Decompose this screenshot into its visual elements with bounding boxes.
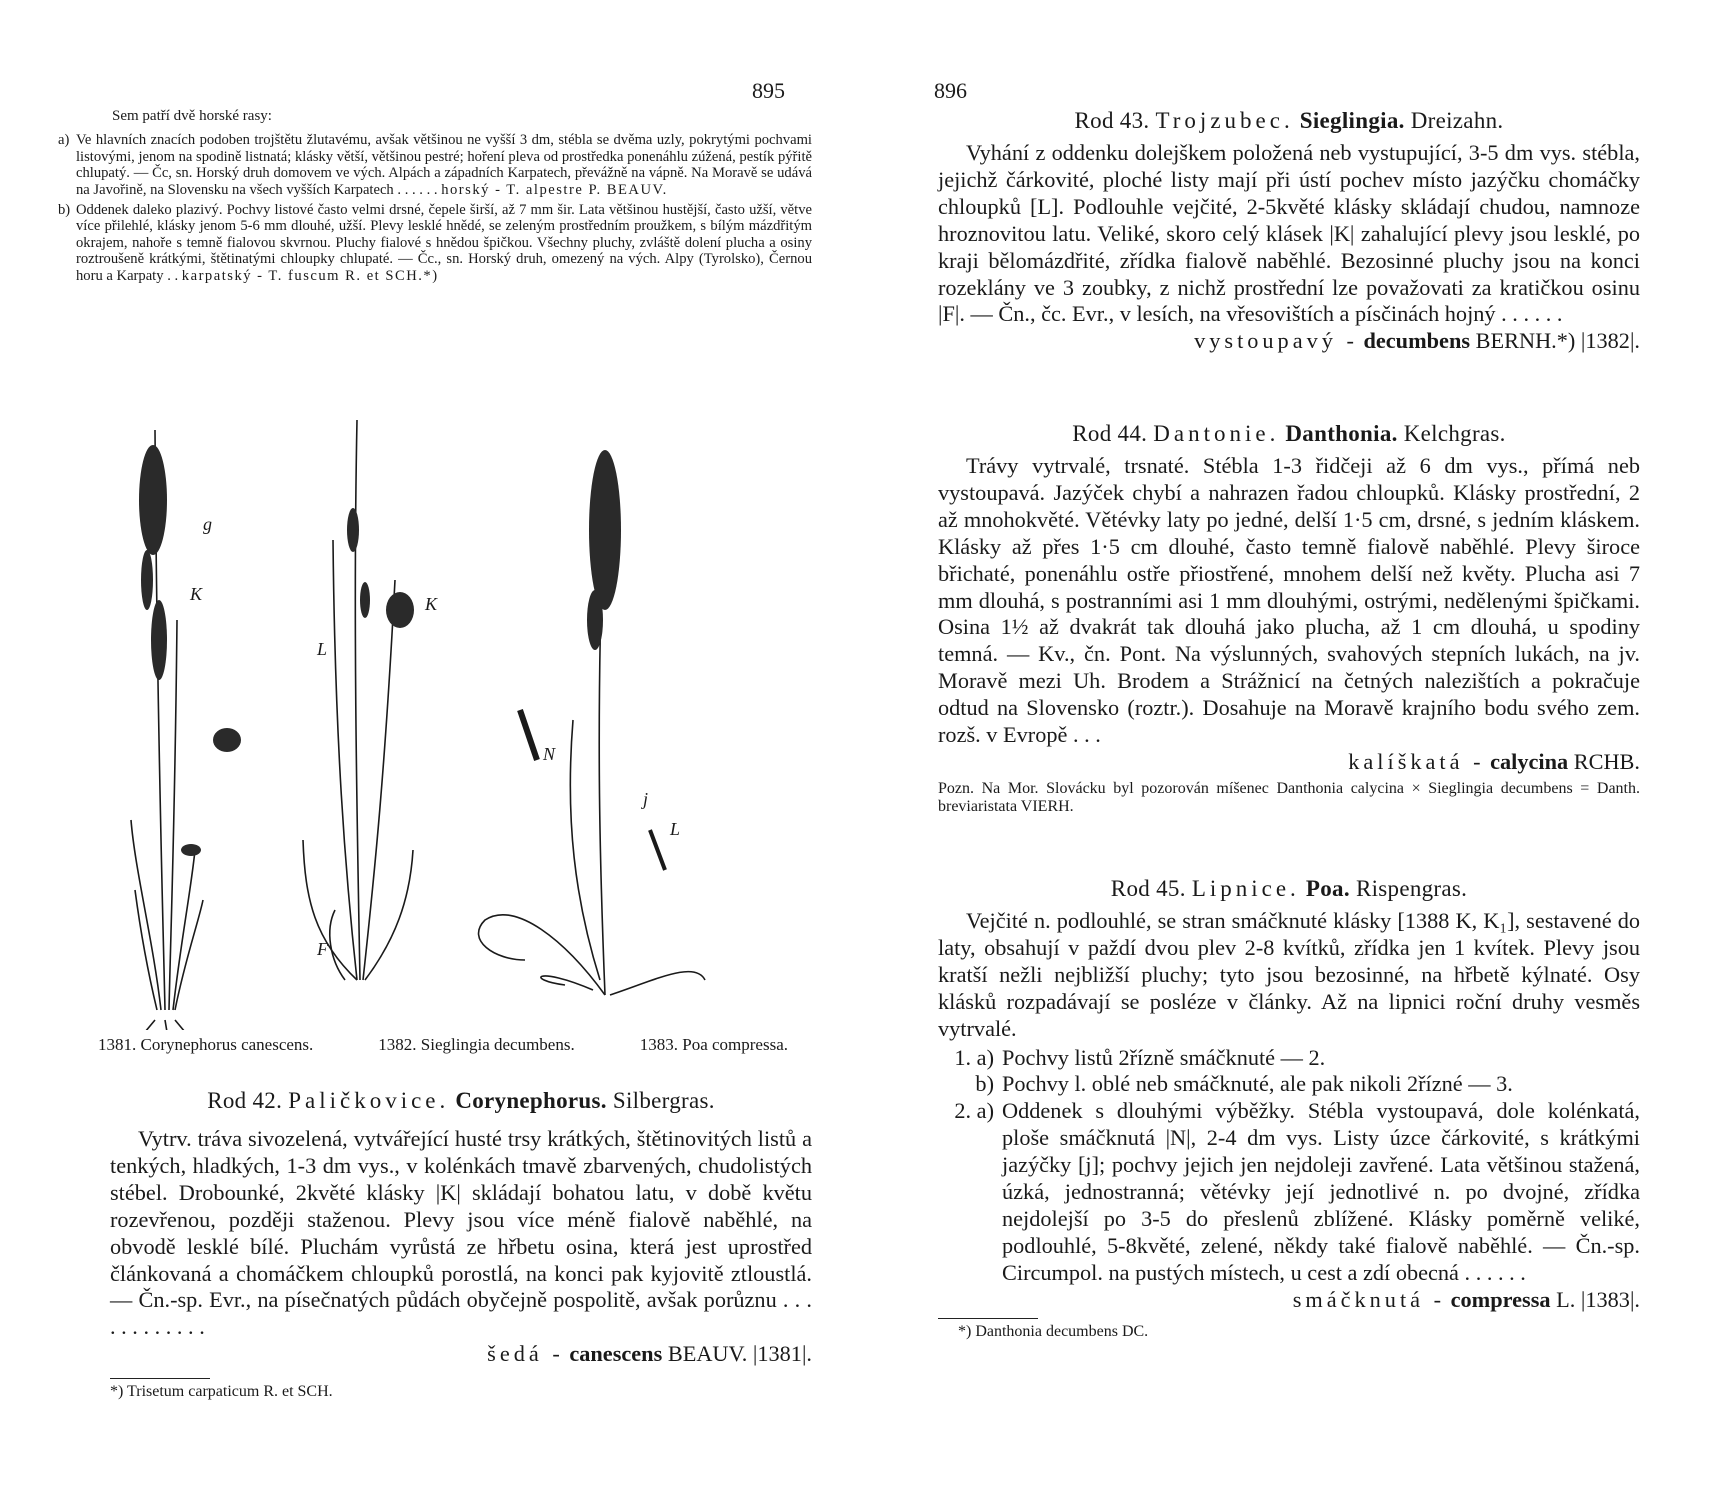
leader-dots: . . . . . . [1501,301,1563,327]
section-heading [938,421,1640,447]
key-label: b) [975,1071,994,1097]
key-description: Oddenek s dlouhými výběžky. Stébla vystoupavá, dole kolénkatá, ploše smáčknutá |N|, 2-4 dm vys. Listy úzce čárkovité, s krátkými jazýčky [j]; pochvy jejich jen nejdoleji zavřené. Lata většinou stažená, úzká, jednostranná; větévky její jednotlivé n. po dvojné, zřídka nejdolejší po 3-5 do přeslenů zblížené. Klásky poměrně veliké, podlouhlé, 5-8květé, zelené, někdy také fialově naběhlé. — Čn.-sp. Circumpol. na pustých místech, u cest a zdí obecná [1002,1098,1640,1285]
rod-number: Rod 44. [1072,421,1148,446]
species-name: karpatský - T. fuscum R. et SCH.*) [181,267,439,284]
section-heading [110,1088,812,1114]
latin-genus-name: Sieglingia. [1299,108,1405,133]
plant-illustrations [95,420,815,1030]
note-label: b) [58,202,71,219]
note-intro: Sem patří dvě horské rasy: [112,108,272,124]
german-name: Kelchgras. [1403,421,1506,446]
species-line [938,328,1640,355]
czech-species-name: smáčknutá - [1292,1286,1446,1312]
figure-label: K [425,594,438,614]
rod-45-section [938,876,1640,1341]
species-name: horský - T. alpestre P. BEAUV. [441,181,668,198]
key-text [1002,1098,1640,1286]
rod-number: Rod 43. [1074,108,1150,133]
figure-label: L [317,639,328,659]
latin-genus-name: Poa. [1305,876,1350,901]
note-body: Ve hlavních znacích podoben trojštětu žlutavému, avšak většinou ne vyšší 3 dm, stébla se dvěma uzly, pokrytými pochvami listovými, jenom na spodině listnatá; klásky větší, většinou pestré; hoření pleva od prostředka ponenáhlu zúžená, pestík pýřitě chlupatý. — Čc, sn. Horský druh domovem ve vých. Alpách a západních Karpatech, převážně na vápně. Na Moravě se udává na Javořině, na Slovensku na všech vyšších Karpatech [76,132,812,198]
description-text: Vytrv. tráva sivozelená, vytvářející husté trsy krátkých, štětinovitých listů a tenkých, hladkých, 1-3 dm vys., v kolénkách tmavě zbarvených, chudolistých stébel. Drobounké, 2květé klásky |K| skládají bohatou latu, v době květu rozevřenou, později staženou. Plevy jsou více méně fialově naběhlé, na obvodě lesklé bílé. Pluchám vyrůstá ze hřbetu osina, která jest uprostřed článkovaná a chomáčkem chloupků porostlá, na konci pak kyjovitě ztloustlá. — Čn.-sp. Evr., na písečnatých půdách obyčejně pospolitě, avšak porůznu [110,1126,812,1313]
leader-dots: . . . [1072,722,1101,748]
description-text: Vyhání z oddenku dolejškem položená neb vystupující, 3-5 dm vys. stébla, jejichž čárkovité, ploché listy mají při ústí pochev místo jazýčku chomáčky chloupků [L]. Podlouhle vejčité, 2-5květé klásky skládají chudou, namnoze hroznovitou latu. Veliké, skoro celý klásek |K| zahalující plevy jsou lesklé, po kraji bělomázdřité, zřídka fialově naběhlé. Bezosinné pluchy jsou na konci rozeklány ve 3 zoubky, z nichž prostřední lze považovati za kratičkou osinu |F|. — Čn., čc. Evr., v lesích, na vřesovištích a písčinách hojný [938,140,1640,327]
species-author: BEAUV. |1381|. [667,1341,812,1367]
note-label: a) [58,132,70,149]
latin-genus-name: Danthonia. [1285,421,1398,446]
footnote-block [110,1378,812,1401]
rod-number: Rod 45. [1110,876,1186,901]
key-text: Pochvy l. oblé neb smáčknuté, ale pak nikoli 2řízné — 3. [1002,1071,1513,1097]
czech-species-name: vystoupavý - [1194,328,1358,354]
leader-dots: . . . . . . [397,181,438,198]
figure-label: K [190,584,203,604]
key-label: 1. a) [954,1044,994,1070]
rod-42-section [110,1088,812,1401]
czech-genus-name: Trojzubec. [1155,108,1294,133]
figure-label: L [670,819,681,839]
rod-number: Rod 42. [207,1088,283,1113]
section-heading [938,876,1640,902]
rod-44-section [938,421,1640,816]
section-heading [938,108,1640,134]
german-name: Dreizahn. [1410,108,1504,133]
description-text: Trávy vytrvalé, trsnaté. Stébla 1-3 řidčeji až 6 dm vys., přímá neb vystoupavá. Jazýček chybí a nahrazen řadou chloupků. Klásky prostřední, 2 až mnohokvěté. Větévky laty po jedné, delší 1·5 cm, drsné, s jedním kláskem. Klásky až přes 1·5 cm dlouhé, často temně fialově naběhlé. Plevy široce břichaté, ponenáhlu ostře přiostřené, mnohem delší než květy. Plucha asi 7 mm dlouhá, s postranními asi 1 mm dlouhými, ostrými, nedělenými špičkami. Osina 1½ až dvakrát tak dlouhá jako plucha, až 1 cm dlouhá, u spodiny temná. — Kv., čn. Pont. Na výslunných, svahových stepních lukách, na jv. Moravě mezi Uh. Brodem a Strážnicí na četných nalezištích a pokračuje odtud na Slovensko (roztr.). Dosahuje na Moravě krajního bodu svého zem. rozš. v Evropě [938,453,1640,748]
figure-label: j [643,789,649,809]
note-item-a [58,132,812,198]
key-item-2a [938,1098,1640,1286]
czech-species-name: šedá - [487,1341,564,1367]
species-line [938,1287,1640,1314]
latin-species-name: calycina [1490,748,1569,774]
caption-1381: 1381. Corynephorus canescens. [98,1035,314,1054]
caption-1382: 1382. Sieglingia decumbens. [378,1035,575,1054]
key-item-1b [938,1071,1640,1098]
trisetum-races-note [58,108,812,284]
species-line [938,749,1640,776]
species-author: L. |1383|. [1556,1286,1640,1312]
leader-dots: . . . . . . . . . . . . [110,1287,812,1340]
german-name: Rispengras. [1355,876,1468,901]
hybrid-note: Pozn. Na Mor. Slovácku byl pozorován míšenec Danthonia calycina × Sieglingia decumbens = Danth. breviaristata VIERH. [938,779,1640,815]
footnote: *) Danthonia decumbens DC. [958,1322,1149,1340]
latin-species-name: decumbens [1363,328,1471,354]
note-body: Oddenek daleko plazivý. Pochvy listové často velmi drsné, čepele širší, až 7 mm šir. Lata většinou hustější, často užší, větve více přilehlé, klásky jenom 5-6 mm dlouhé, užší. Plevy lesklé hnědé, se zeleným prostředním proužkem, s bílým mázdřitým okrajem, nahoře s temně fialovou skvrnou. Pluchy fialové s hnědou špičkou. Všechny pluchy, zvláště dolení plucha a osiny roztroušeně krátkými, štětinatými chloupky chlupaté. — Čc., sn. Horský druh, omezený na vých. Alpy (Tyrolsko), Černou horu a Karpaty [76,202,812,284]
genus-description [938,453,1640,749]
genus-description: Vejčité n. podlouhlé, se stran smáčknuté klásky [1388 K, K₁], sestavené do laty, obsahují v paždí dvou plev 2-8 kvítků, zřídka jen 1 kvítek. Plevy jsou kratší nežli nejbližší pluchy; tyto jsou bezosinné, na hřbetě kýlnaté. Osy klásků rozpadávají se posléze v články. Až na lipnici roční druhy vesměs vytrvalé. [938,908,1640,1041]
footnote: *) Trisetum carpaticum R. et SCH. [110,1383,333,1401]
czech-genus-name: Dantonie. [1153,421,1280,446]
genus-description [110,1126,812,1341]
caption-1383: 1383. Poa compressa. [639,1035,788,1054]
page-number: 896 [934,78,967,103]
rod-43-section [938,108,1640,355]
czech-genus-name: Paličkovice. [288,1088,450,1113]
right-page [867,0,1734,1501]
german-name: Silbergras. [612,1088,715,1113]
leader-dots: . . . . . . [1464,1259,1526,1285]
latin-genus-name: Corynephorus. [455,1088,607,1113]
footnote-rule [938,1318,1038,1319]
key-label: 2. a) [954,1098,994,1124]
leader-dots: . . [167,267,179,284]
genus-description [938,140,1640,328]
figure-label: N [543,744,556,764]
czech-species-name: kalíškatá - [1348,748,1485,774]
grass-drawings [95,420,815,1030]
czech-genus-name: Lipnice. [1191,876,1300,901]
latin-species-name: compressa [1450,1286,1551,1312]
note-text [76,202,812,284]
footnote-block [938,1318,1640,1341]
key-item-1a [938,1045,1640,1072]
page-number: 895 [752,78,785,103]
species-line [110,1341,812,1368]
figure-label: g [203,514,212,534]
footnote-rule [110,1378,210,1379]
note-text [76,132,812,198]
figure-captions [98,1035,788,1055]
key-text: Pochvy listů 2řízně smáčknuté — 2. [1002,1044,1326,1070]
species-author: BERNH.*) |1382|. [1475,328,1640,354]
species-author: RCHB. [1573,748,1640,774]
latin-species-name: canescens [569,1341,663,1367]
sieglingia-drawing [303,420,413,980]
figure-label: F [317,939,328,959]
note-item-b [58,202,812,284]
